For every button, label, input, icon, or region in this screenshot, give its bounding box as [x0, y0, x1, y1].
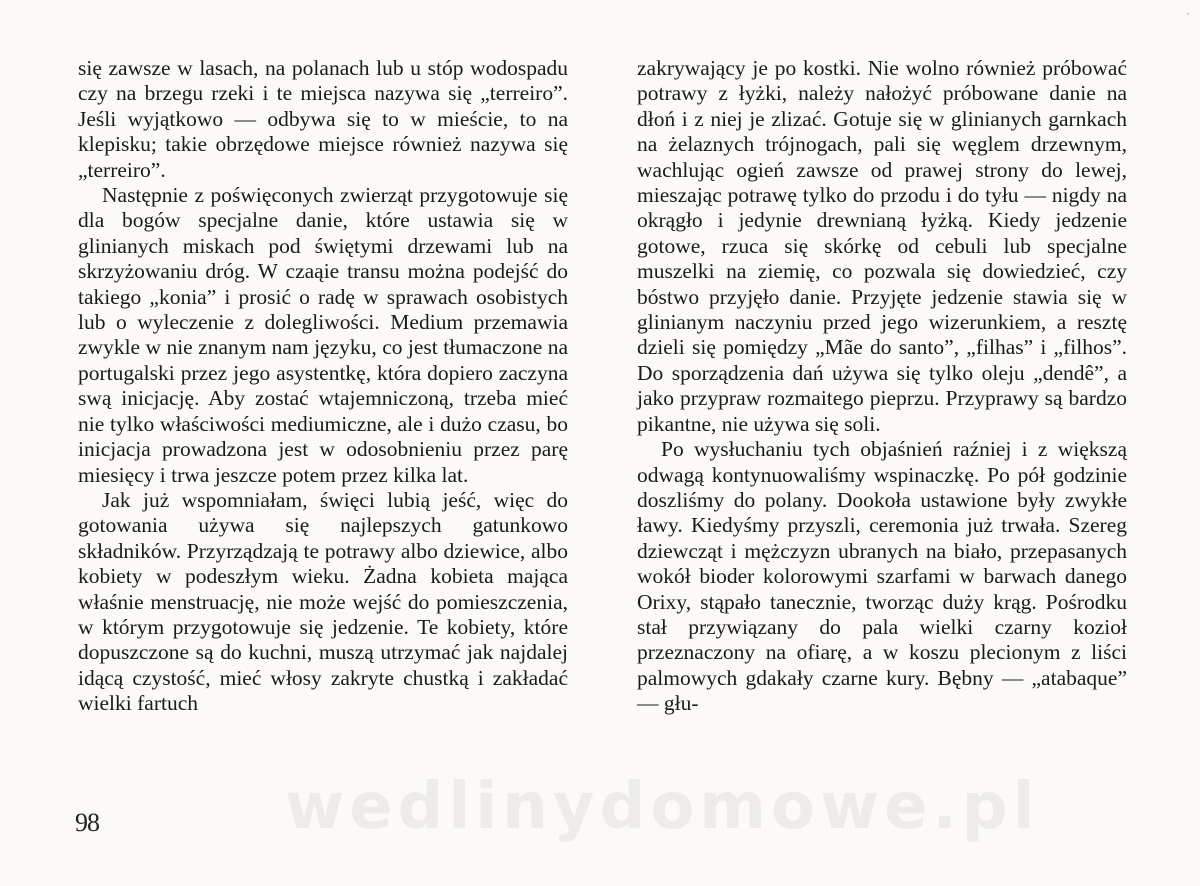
page-number: 98: [75, 808, 99, 837]
paragraph: zakrywający je po kostki. Nie wolno również próbować potrawy z łyżki, należy nałożyć próbowane danie na dłoń i z niej je zlizać. Gotuje się w glinianych garnkach na żelaznych trójnogach, pali się węglem drzewnym, wachlując ogień zawsze od prawej strony do lewej, mieszając potrawę tylko do przodu i do tyłu — nigdy na okrągło i jedynie drewnianą łyżką. Kiedy jedzenie gotowe, rzuca się skórkę od cebuli lub specjalne muszelki na ziemię, co pozwala się dowiedzieć, czy bóstwo przyjęło danie. Przyjęte jedzenie stawia się w glinianym naczyniu przed jego wizerunkiem, a resztę dzieli się pomiędzy „Mãe do santo”, „filhas” i „filhos”. Do sporządzenia dań używa się tylko oleju „dendê”, a jako przypraw rozmaitego pieprzu. Przyprawy są bardzo pikantne, nie używa się soli.: [637, 56, 1127, 436]
right-page-text: [637, 56, 1127, 717]
paragraph: się zawsze w lasach, na polanach lub u stóp wodospadu czy na brzegu rzeki i te miejsca nazywa się „terreiro”. Jeśli wyjątkowo — odbywa się to w mieście, to na klepisku; takie obrzędowe miejsce również nazywa się „terreiro”.: [78, 56, 568, 182]
corner-mark: ·: [1185, 6, 1190, 21]
paragraph: Następnie z poświęconych zwierząt przygotowuje się dla bogów specjalne danie, które ustawia się w glinianych miskach pod świętymi drzewami lub na skrzyżowaniu dróg. W czaąie transu można podejść do takiego „konia” i prosić o radę w sprawach osobistych lub o wyleczenie z dolegliwości. Medium przemawia zwykle w nie znanym nam języku, co jest tłumaczone na portugalski przez jego asystentkę, która dopiero zaczyna swą inicjację. Aby zostać wtajemniczoną, trzeba mieć nie tylko właściwości mediumiczne, ale i dużo czasu, bo inicjacja prowadzona jest w odosobnieniu przez parę miesięcy i trwa jeszcze potem przez kilka lat.: [78, 183, 568, 487]
watermark: wedlinydomowe.pl: [285, 770, 1040, 844]
paragraph: Jak już wspomniałam, święci lubią jeść, więc do gotowania używa się najlepszych gatunkowo składników. Przyrządzają te potrawy albo dziewice, albo kobiety w podeszłym wieku. Żadna kobieta mająca właśnie menstruację, nie może wejść do pomieszczenia, w którym przygotowuje się jedzenie. Te kobiety, które dopuszczone są do kuchni, muszą utrzymać jak najdalej idącą czystość, mieć włosy zakryte chustką i zakładać wielki fartuch: [78, 487, 568, 716]
left-page-text: [78, 56, 568, 717]
paragraph: Po wysłuchaniu tych objaśnień raźniej i z większą odwagą kontynuowaliśmy wspinaczkę. Po pół godzinie doszliśmy do polany. Dookoła ustawione były zwykłe ławy. Kiedyśmy przyszli, ceremonia już trwała. Szereg dziewcząt i mężczyzn ubranych na biało, przepasanych wokół bioder kolorowymi szarfami w barwach danego Orixy, stąpało tanecznie, tworząc duży krąg. Pośrodku stał przywiązany do pala wielki czarny kozioł przeznaczony na ofiarę, a w koszu plecionym z liści palmowych gdakały czarne kury. Bębny — „atabaque” — głu-: [637, 437, 1127, 716]
